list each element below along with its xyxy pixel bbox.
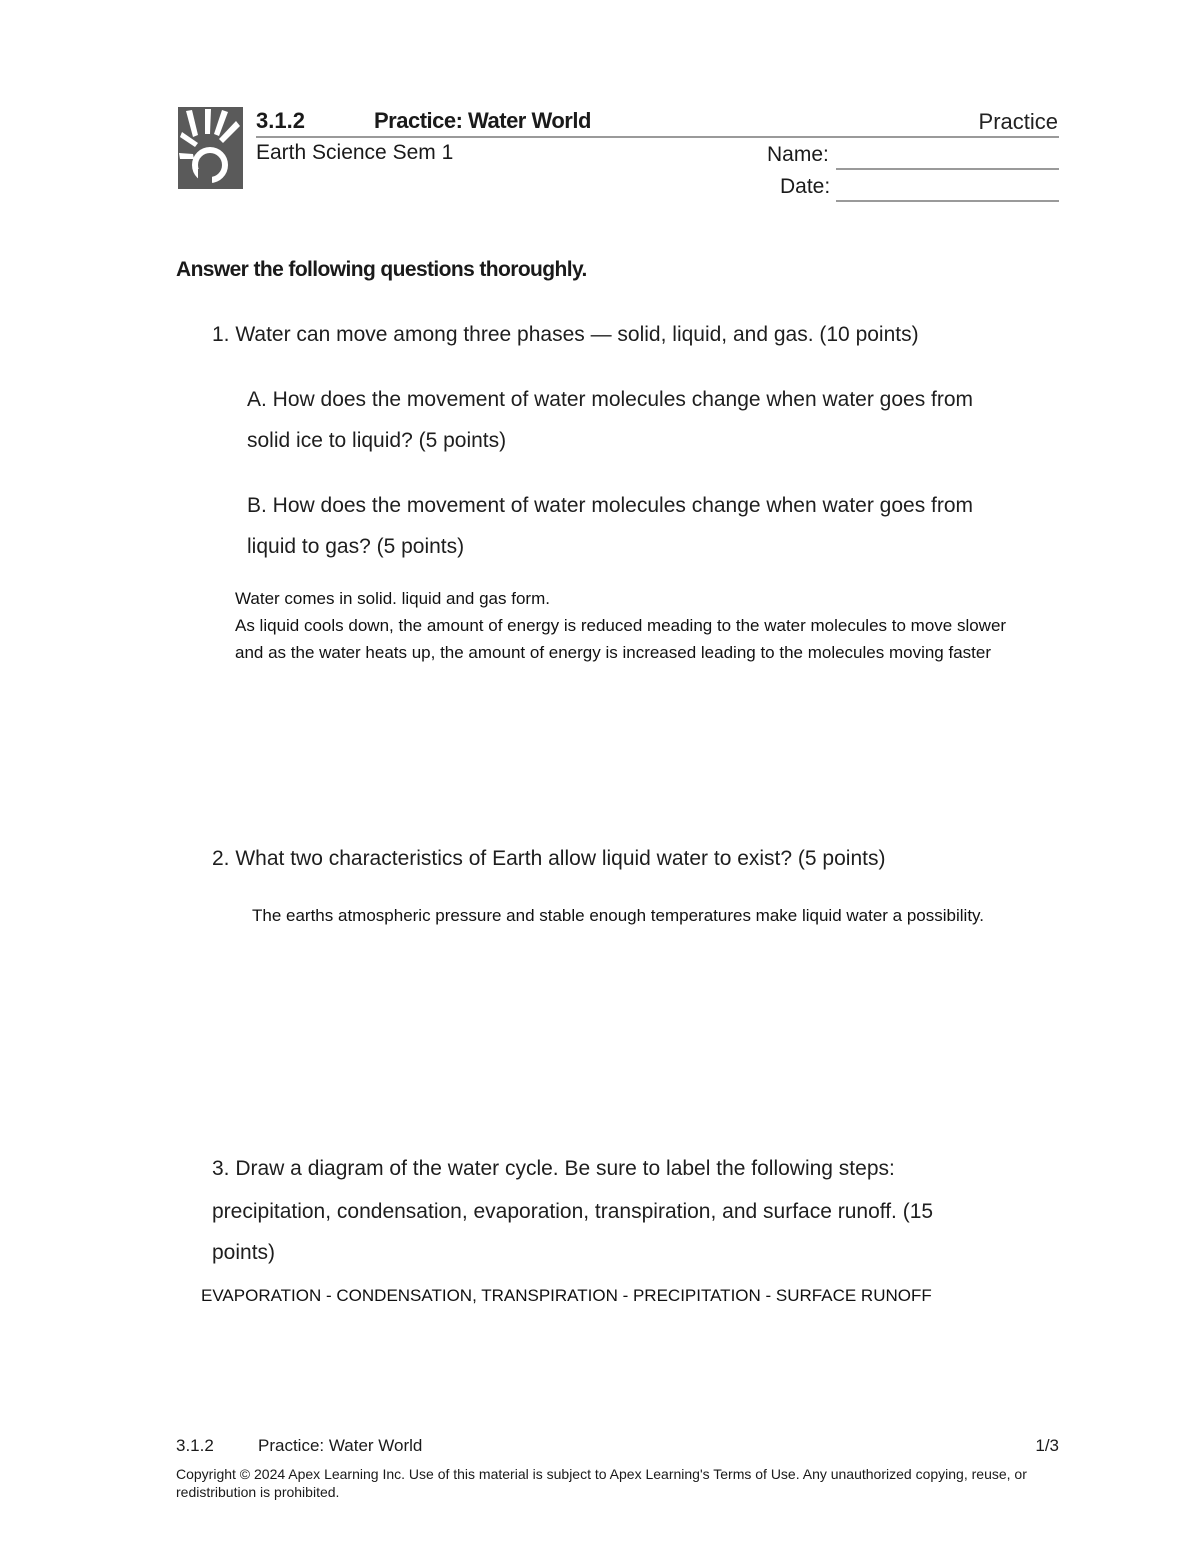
header-divider (256, 136, 1059, 138)
answer-3: EVAPORATION - CONDENSATION, TRANSPIRATION - PRECIPITATION - SURFACE RUNOFF (201, 1286, 932, 1305)
question-1a-line1: A. How does the movement of water molecules change when water goes from (247, 388, 974, 411)
question-1a-line2: solid ice to liquid? (5 points) (247, 429, 507, 452)
instructions: Answer the following questions thoroughly. (176, 258, 587, 281)
question-2: 2. What two characteristics of Earth allow liquid water to exist? (5 points) (212, 847, 886, 870)
name-field-line[interactable] (836, 168, 1059, 170)
question-1b-line2: liquid to gas? (5 points) (247, 535, 465, 558)
answer-1-line: Water comes in solid. liquid and gas form. (235, 589, 550, 608)
question-3-line1: 3. Draw a diagram of the water cycle. Be sure to label the following steps: (212, 1157, 895, 1180)
copyright-notice: Copyright © 2024 Apex Learning Inc. Use of this material is subject to Apex Learning's Terms of Use. Any unauthorized copying, reuse, or redistribution is prohibited. (176, 1466, 1027, 1500)
question-1b-line1: B. How does the movement of water molecules change when water goes from (247, 494, 974, 517)
apex-logo (178, 107, 243, 189)
question-3-line2: precipitation, condensation, evaporation, transpiration, and surface runoff. (15 (212, 1200, 934, 1223)
answer-2: The earths atmospheric pressure and stable enough temperatures make liquid water a possibility. (252, 906, 985, 925)
activity-type: Practice (978, 109, 1058, 134)
answer-1-line: As liquid cools down, the amount of energy is reduced meading to the water molecules to move slower (235, 616, 1007, 635)
question-1: 1. Water can move among three phases — solid, liquid, and gas. (10 points) (212, 323, 919, 346)
page-number: 1/3 (1035, 1436, 1059, 1455)
question-3-line3: points) (212, 1241, 276, 1264)
name-label: Name: (767, 143, 829, 166)
answer-1 (235, 585, 1006, 666)
course-name: Earth Science Sem 1 (256, 141, 454, 164)
answer-1-line: and as the water heats up, the amount of energy is increased leading to the molecules moving faster (235, 643, 992, 662)
lesson-title: Practice: Water World (374, 108, 591, 133)
date-label: Date: (780, 175, 831, 198)
lesson-number: 3.1.2 (256, 108, 305, 133)
date-field-line[interactable] (836, 200, 1059, 202)
footer-lesson-title: Practice: Water World (258, 1436, 423, 1455)
footer-lesson-number: 3.1.2 (176, 1436, 214, 1455)
